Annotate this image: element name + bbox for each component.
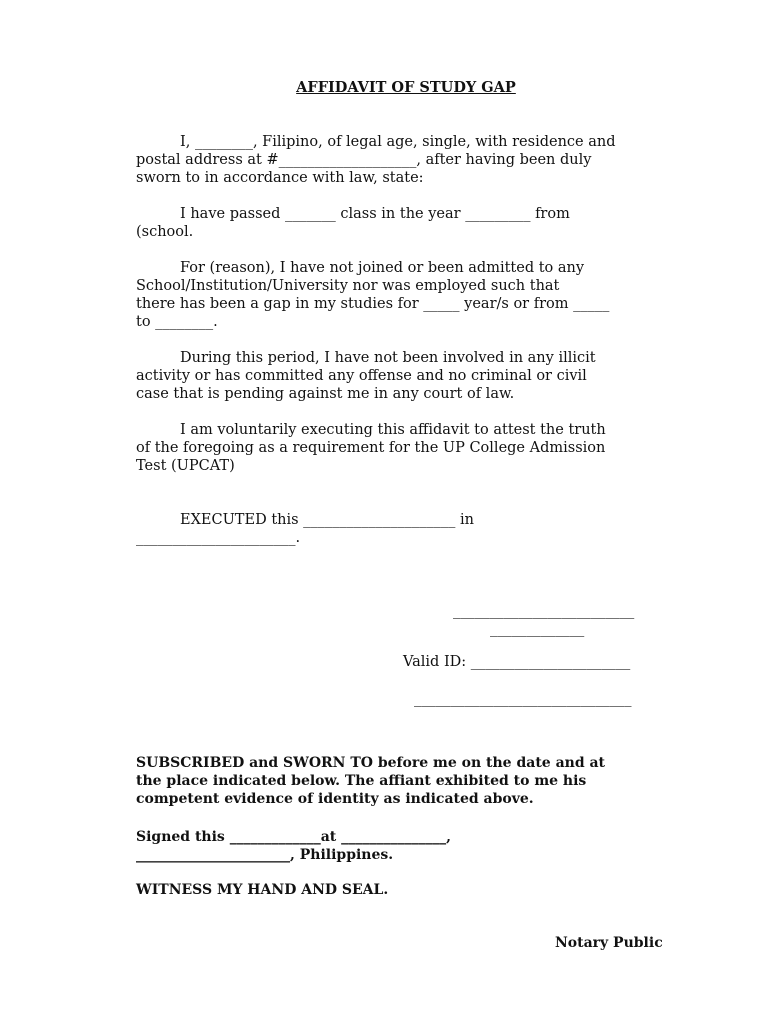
word: have [190,206,226,222]
para2-line1 [136,205,678,223]
para3-line4: to ________. [136,314,218,330]
executed-line1 [136,511,678,529]
para5-line1: I am voluntarily executing this affidavit to attest the truth [180,422,606,438]
blank-date: _____________________ [303,512,456,528]
word: the [399,206,424,222]
notary-public-label: Notary Public [555,935,663,951]
blank-date-at: _____________at [229,829,337,845]
paragraph-reason [136,259,678,331]
signature-line: _________________________ [453,603,635,619]
subscribed-line3: competent evidence of identity as indicated above. [136,791,534,807]
word: from [535,206,570,222]
this-word: this [271,512,299,528]
para4-line1: During this period, I have not been involved in any illicit [180,350,596,366]
paragraph-no-offense [136,349,678,403]
word: in [381,206,396,222]
valid-id-line: Valid ID: ______________________ [403,654,631,670]
blank-place: _______________, [341,829,451,845]
para3-line1: For (reason), I have not joined or been admitted to any [180,260,585,276]
executed-word: EXECUTED [180,512,267,528]
signed-clause [136,828,678,864]
word: class [340,206,377,222]
witness-line: WITNESS MY HAND AND SEAL. [136,882,389,898]
paragraph-identity [136,133,678,187]
signed-line2: ______________________, Philippines. [136,847,394,863]
document-title: AFFIDAVIT OF STUDY GAP [296,79,516,96]
para4-line3: case that is pending against me in any court of law. [136,386,515,402]
para3-line2: School/Institution/University nor was employed such that [136,278,560,294]
para1-line1-text: I, ________, Filipino, of legal age, single, with residence and [180,134,616,150]
paragraph-passed-class [136,205,678,241]
signed-line1 [136,828,678,846]
para1-line3: sworn to in accordance with law, state: [136,170,424,186]
word: I [180,206,186,222]
word: year [428,206,461,222]
subscribed-line2: the place indicated below. The affiant exhibited to me his [136,773,587,789]
para3-line3: there has been a gap in my studies for _____ year/s or from _____ [136,296,610,312]
name-line: _____________ [490,621,585,637]
subscribed-clause [136,754,678,808]
para5-line2: of the foregoing as a requirement for the UP College Admission [136,440,606,456]
executed-line2: ______________________. [136,530,301,546]
this-word: this [194,829,225,845]
in-word: in [460,512,475,528]
blank-year: _________ [465,206,531,222]
para2-line2: (school. [136,224,194,240]
signed-word: Signed [136,829,191,845]
para1-line1 [136,133,678,151]
executed-clause [136,511,678,547]
word: passed [229,206,281,222]
subscribed-line1: SUBSCRIBED and SWORN TO before me on the date and at [136,755,606,771]
paragraph-purpose [136,421,678,475]
address-line: ______________________________ [414,691,632,707]
para1-line2: postal address at #___________________, after having been duly [136,152,592,168]
para4-line2: activity or has committed any offense and no criminal or civil [136,368,587,384]
blank-class: _______ [285,206,336,222]
para5-line3: Test (UPCAT) [136,458,235,474]
